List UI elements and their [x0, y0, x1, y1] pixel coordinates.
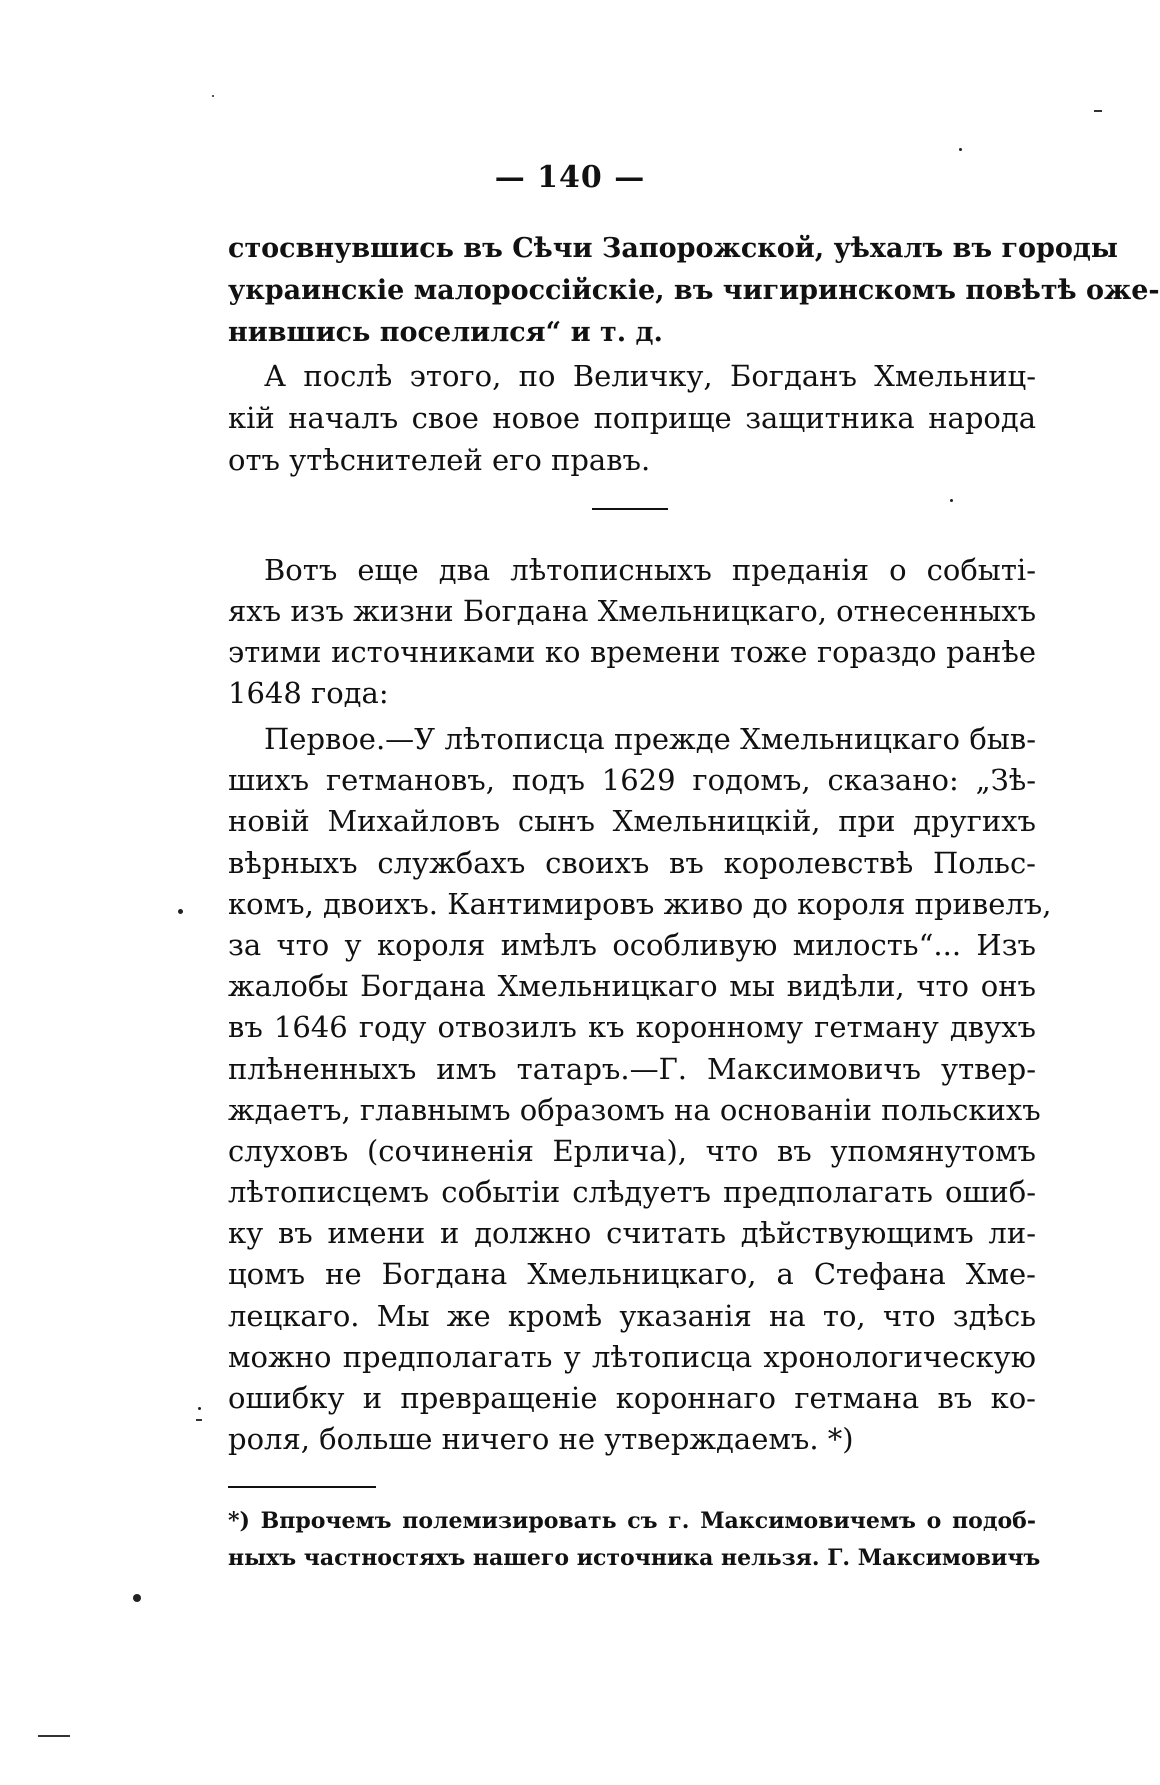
text-line: яхъ изъ жизни Богдана Хмельницкаго, отнесенныхъ — [228, 594, 1037, 628]
text-line: въ 1646 году отвозилъ къ коронному гетману двухъ — [228, 1010, 1036, 1045]
text-line: Вотъ еще два лѣтописныхъ преданія о событі- — [264, 553, 1036, 587]
text-line: ждаетъ, главнымъ образомъ на основаніи польскихъ — [228, 1092, 1041, 1127]
page-number: — 140 — — [494, 160, 646, 195]
text-line: этими источниками ко времени тоже гораздо ранѣе — [228, 635, 1036, 669]
text-line: лецкаго. Мы же кромѣ указанія на то, что здѣсь — [228, 1298, 1036, 1333]
text-line: шихъ гетмановъ, подъ 1629 годомъ, сказано: „Зѣ- — [228, 763, 1036, 798]
paragraph — [228, 355, 1036, 481]
scan-speck — [950, 499, 953, 502]
footnote-line: ныхъ частностяхъ нашего источника нельзя. Г. Максимовичъ — [228, 1545, 1041, 1571]
text-line: плѣненныхъ имъ татаръ.—Г. Максимовичъ утвер- — [228, 1051, 1036, 1086]
text-line: вѣрныхъ службахъ своихъ въ королевствѣ Польс- — [228, 845, 1036, 880]
text-line: можно предполагать у лѣтописца хронологическую — [228, 1339, 1036, 1374]
text-line: новій Михайловъ сынъ Хмельницкій, при другихъ — [228, 804, 1036, 839]
text-line: Первое.—У лѣтописца прежде Хмельницкаго быв- — [264, 722, 1036, 756]
scan-speck — [212, 95, 214, 97]
scan-speck — [178, 909, 183, 914]
scan-speck — [959, 148, 962, 151]
text-line: за что у короля имѣлъ особливую милость“... Изъ — [228, 927, 1036, 962]
footnote — [228, 1503, 1041, 1577]
paragraph-continuation — [228, 228, 1160, 354]
text-line: нившись поселился“ и т. д. — [228, 317, 663, 348]
scan-mark — [196, 1419, 202, 1421]
text-line: роля, больше ничего не утверждаемъ. *) — [228, 1422, 854, 1457]
text-line: А послѣ этого, по Величку, Богданъ Хмельниц- — [264, 359, 1036, 393]
text-line: ошибку и превращеніе короннаго гетмана въ ко- — [228, 1381, 1036, 1415]
scan-mark — [38, 1735, 70, 1737]
footnote-divider — [228, 1486, 376, 1488]
text-line: жалобы Богдана Хмельницкаго мы видѣли, что онъ — [228, 969, 1036, 1004]
section-divider — [592, 508, 668, 510]
text-line: цомъ не Богдана Хмельницкаго, а Стефана Хме- — [228, 1257, 1036, 1292]
text-line: кій началъ свое новое поприще защитника народа — [228, 401, 1036, 435]
footnote-line: *) Впрочемъ полемизировать съ г. Максимовичемъ о подоб- — [228, 1508, 1036, 1534]
scan-speck — [198, 1407, 201, 1410]
text-line: ку въ имени и должно считать дѣйствующимъ ли- — [228, 1216, 1036, 1251]
text-line: украинскіе малороссійскіе, въ чигиринскомъ повѣтѣ оже- — [228, 275, 1160, 306]
text-line: 1648 года: — [228, 676, 389, 710]
paragraph — [228, 719, 1052, 1460]
paragraph — [228, 550, 1036, 714]
text-line: стосвнувшись въ Сѣчи Запорожской, уѣхалъ въ городы — [228, 233, 1118, 264]
scan-mark — [1094, 110, 1102, 112]
scan-speck — [133, 1594, 141, 1602]
text-line: отъ утѣснителей его правъ. — [228, 443, 651, 477]
text-line: комъ, двоихъ. Кантимировъ живо до короля привелъ, — [228, 886, 1052, 921]
text-line: лѣтописцемъ событіи слѣдуетъ предполагать ошиб- — [228, 1175, 1036, 1210]
text-line: слуховъ (сочиненія Ерлича), что въ упомянутомъ — [228, 1133, 1036, 1168]
